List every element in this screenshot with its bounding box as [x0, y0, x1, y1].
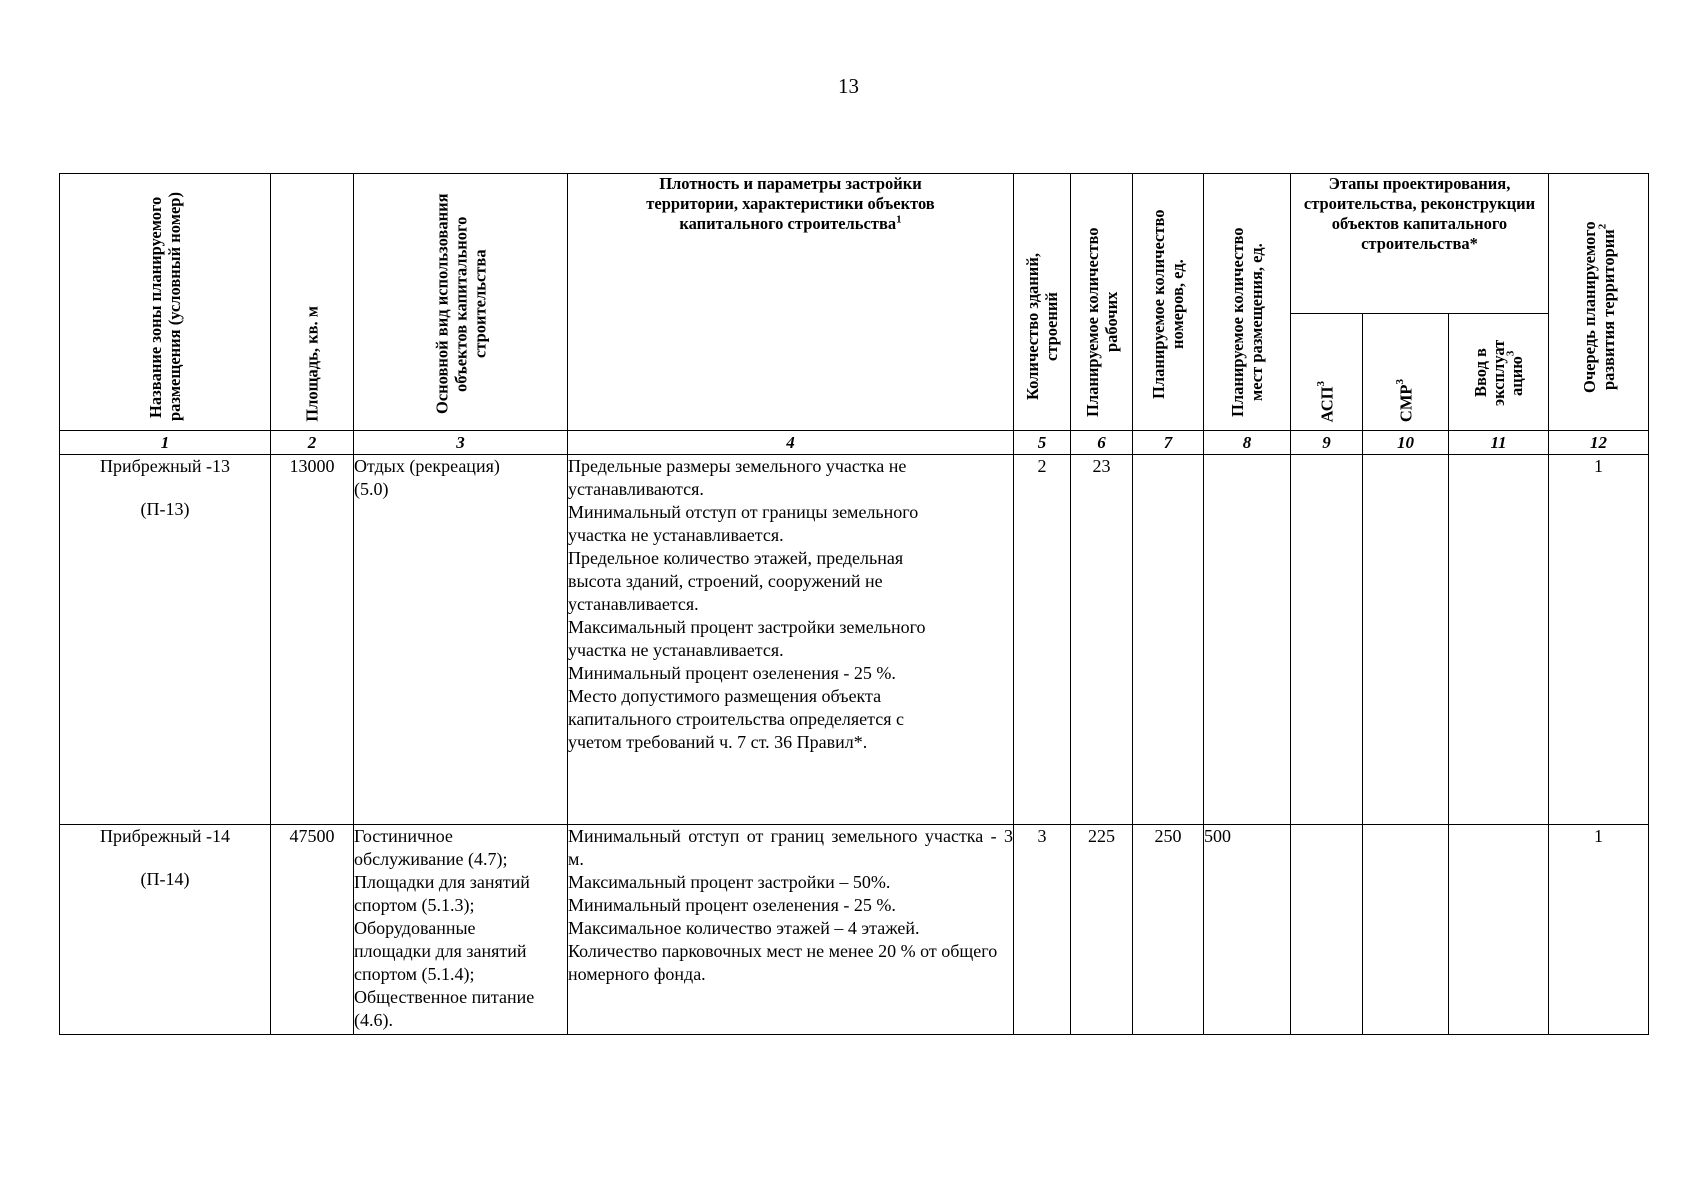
zone-code: (П-13)	[140, 499, 190, 519]
params-line: Максимальный процент застройки земельного	[568, 617, 926, 637]
use-line: площадки для занятий	[354, 941, 527, 961]
header-workers: Планируемое количество рабочих	[1071, 174, 1133, 431]
column-number: 9	[1291, 431, 1363, 455]
column-number: 7	[1133, 431, 1204, 455]
workers-cell: 225	[1071, 825, 1133, 1035]
params-line: устанавливается.	[568, 594, 699, 614]
params-line: Минимальный процент озеленения - 25 %.	[568, 663, 896, 683]
buildings-cell: 3	[1014, 825, 1071, 1035]
table-row	[60, 455, 1649, 825]
header-smr: СМР$^3$	[1363, 313, 1449, 430]
header-density: Плотность и параметры застройки территории, характеристики объектов капитального строительства$^1$	[568, 174, 1014, 431]
header-places: Планируемое количество мест размещения, ед.	[1204, 174, 1291, 431]
workers-cell: 23	[1071, 455, 1133, 825]
column-number: 2	[271, 431, 354, 455]
use-line: (4.6).	[354, 1010, 393, 1030]
header-row	[60, 174, 1649, 314]
header-stages: Этапы проектирования, строительства, реконструкции объектов капитального строительства*	[1291, 174, 1549, 314]
params-line: устанавливаются.	[568, 479, 704, 499]
params-line: Количество парковочных мест не менее 20 % от общего номерного фонда.	[568, 941, 998, 984]
header-main-use: Основной вид использования объектов капитального строительства	[354, 174, 568, 431]
rooms-cell: 250	[1133, 825, 1204, 1035]
places-cell	[1204, 455, 1291, 825]
use-line: Общественное питание	[354, 987, 535, 1007]
use-cell	[354, 455, 568, 825]
params-cell	[568, 825, 1014, 1035]
column-number: 5	[1014, 431, 1071, 455]
zone-cell	[60, 825, 271, 1035]
smr-cell	[1363, 455, 1449, 825]
rooms-cell	[1133, 455, 1204, 825]
use-line: спортом (5.1.4);	[354, 964, 475, 984]
column-number: 12	[1549, 431, 1649, 455]
use-line: Гостиничное	[354, 826, 453, 846]
column-number: 10	[1363, 431, 1449, 455]
zone-code: (П-14)	[140, 869, 190, 889]
zone-cell	[60, 455, 271, 825]
header-asp: АСП$^3$	[1291, 313, 1363, 430]
params-line: Место допустимого размещения объекта	[568, 686, 882, 706]
params-line: Минимальный отступ от границы земельного	[568, 502, 919, 522]
use-line: спортом (5.1.3);	[354, 895, 475, 915]
area-cell: 47500	[271, 825, 354, 1035]
buildings-cell: 2	[1014, 455, 1071, 825]
column-number: 8	[1204, 431, 1291, 455]
commissioning-cell	[1449, 455, 1549, 825]
params-line: капитального строительства определяется с	[568, 709, 904, 729]
use-line: Площадки для занятий	[354, 872, 530, 892]
use-line: обслуживание (4.7);	[354, 849, 508, 869]
asp-cell	[1291, 825, 1363, 1035]
params-line: Предельное количество этажей, предельная	[568, 548, 904, 568]
header-rooms: Планируемое количество номеров, ед.	[1133, 174, 1204, 431]
header-commissioning: Ввод в эксплуат ацию$^3$	[1449, 313, 1549, 430]
planning-table	[59, 173, 1649, 1035]
params-line: Минимальный процент озеленения - 25 %.	[568, 895, 896, 915]
commissioning-cell	[1449, 825, 1549, 1035]
params-line: высота зданий, строений, сооружений не	[568, 571, 883, 591]
zone-name: Прибрежный -13	[99, 456, 231, 476]
params-line: участка не устанавливается.	[568, 525, 784, 545]
area-cell: 13000	[271, 455, 354, 825]
params-line: Предельные размеры земельного участка не	[568, 456, 907, 476]
params-line: участка не устанавливается.	[568, 640, 784, 660]
column-number: 6	[1071, 431, 1133, 455]
column-number: 11	[1449, 431, 1549, 455]
column-number: 3	[354, 431, 568, 455]
use-line: Отдых (рекреация)	[354, 456, 500, 476]
queue-cell: 1	[1549, 455, 1649, 825]
params-line: Максимальное количество этажей – 4 этажей.	[568, 918, 920, 938]
use-line: (5.0)	[354, 479, 389, 499]
asp-cell	[1291, 455, 1363, 825]
page-number: 13	[838, 74, 859, 98]
column-number: 1	[60, 431, 271, 455]
params-line: учетом требований ч. 7 ст. 36 Правил*.	[568, 732, 868, 752]
header-buildings-count: Количество зданий, строений	[1014, 174, 1071, 431]
params-line: Максимальный процент застройки – 50%.	[568, 872, 891, 892]
header-area: Площадь, кв. м	[271, 174, 354, 431]
places-cell: 500	[1204, 825, 1291, 1035]
use-cell	[354, 825, 568, 1035]
params-cell	[568, 455, 1014, 825]
column-numbers-row	[60, 431, 1649, 455]
smr-cell	[1363, 825, 1449, 1035]
use-line: Оборудованные	[354, 918, 476, 938]
header-zone-name: Название зоны планируемого размещения (условный номер)	[60, 174, 271, 431]
zone-name: Прибрежный -14	[99, 826, 231, 846]
header-queue: Очередь планируемого развития территории$^2$	[1549, 174, 1649, 431]
queue-cell: 1	[1549, 825, 1649, 1035]
params-line: Минимальный отступ от границ земельного участка - 3 м.	[568, 826, 1013, 869]
column-number: 4	[568, 431, 1014, 455]
table-row	[60, 825, 1649, 1035]
